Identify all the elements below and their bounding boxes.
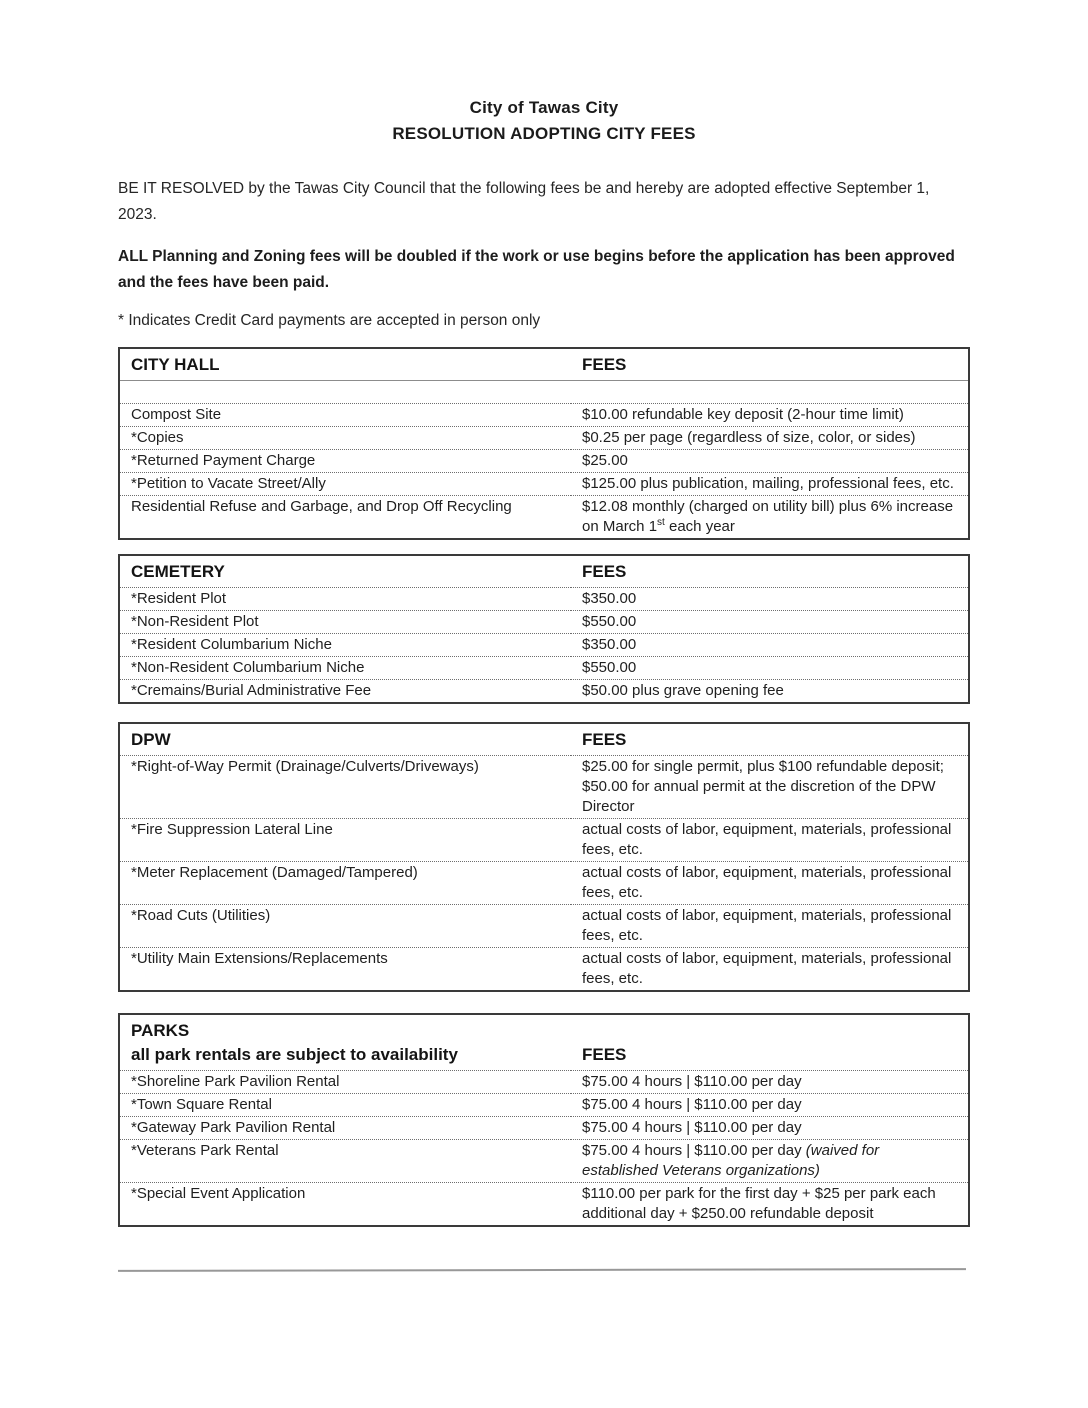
italic-text: (waived for established Veterans organizations) <box>582 1142 880 1179</box>
fee-row <box>119 496 969 540</box>
fee-row <box>119 680 969 704</box>
fees-column-header: FEES <box>571 348 969 381</box>
fee-amount: $550.00 <box>571 611 969 634</box>
fee-item-label: *Utility Main Extensions/Replacements <box>119 948 571 992</box>
fee-row <box>119 588 969 611</box>
fee-row <box>119 611 969 634</box>
spacer-row <box>119 381 969 404</box>
doubled-notice-paragraph: ALL Planning and Zoning fees will be doubled if the work or use begins before the application has been approved and the fees have been paid. <box>118 248 955 291</box>
fee-amount: $75.00 4 hours | $110.00 per day <box>571 1094 969 1117</box>
fee-item-label: *Cremains/Burial Administrative Fee <box>119 680 571 704</box>
fee-amount: $25.00 <box>571 450 969 473</box>
fee-item-label: *Returned Payment Charge <box>119 450 571 473</box>
document-title <box>118 95 970 147</box>
spacer-cell <box>119 381 969 404</box>
fee-row <box>119 450 969 473</box>
fee-row <box>119 634 969 657</box>
fees-column-header: FEES <box>582 730 627 749</box>
fee-tables <box>118 347 970 1227</box>
fee-item-label: Compost Site <box>119 404 571 427</box>
fee-item-label: *Gateway Park Pavilion Rental <box>119 1117 571 1140</box>
fee-amount <box>571 1140 969 1183</box>
section-title-city-hall <box>119 348 571 381</box>
fee-amount: $125.00 plus publication, mailing, professional fees, etc. <box>571 473 969 496</box>
resolved-paragraph: BE IT RESOLVED by the Tawas City Council that the following fees be and hereby are adopted effective September 1, 2023. <box>118 180 930 223</box>
fee-item-label: *Resident Columbarium Niche <box>119 634 571 657</box>
fee-row <box>119 404 969 427</box>
section-header-row <box>119 348 969 381</box>
fees-column-header: FEES <box>582 562 627 581</box>
fee-row <box>119 905 969 948</box>
title-line-1: City of Tawas City <box>469 98 619 117</box>
section-title-dpw <box>119 723 571 756</box>
section-header-row <box>119 555 969 588</box>
fee-item-label: *Non-Resident Columbarium Niche <box>119 657 571 680</box>
fee-table-parks <box>118 1013 970 1227</box>
fee-amount: $75.00 4 hours | $110.00 per day <box>571 1117 969 1140</box>
section-header-row <box>119 723 969 756</box>
fee-amount: actual costs of labor, equipment, materials, professional fees, etc. <box>571 948 969 992</box>
fee-amount: actual costs of labor, equipment, materials, professional fees, etc. <box>571 862 969 905</box>
credit-card-note: * Indicates Credit Card payments are accepted in person only <box>118 312 541 329</box>
fees-column-header: FEES <box>582 1045 627 1064</box>
fee-row <box>119 862 969 905</box>
fee-item-label: *Copies <box>119 427 571 450</box>
fee-row <box>119 1117 969 1140</box>
fee-text: $75.00 4 hours | $110.00 per day <box>582 1142 806 1159</box>
fee-amount: $0.25 per page (regardless of size, color, or sides) <box>571 427 969 450</box>
fee-text: each year <box>664 518 735 535</box>
section-title-text: DPW <box>131 730 171 749</box>
fee-table-cemetery <box>118 554 970 704</box>
section-title-cemetery <box>119 555 571 588</box>
fee-amount: $10.00 refundable key deposit (2-hour time limit) <box>571 404 969 427</box>
fee-amount: $50.00 plus grave opening fee <box>571 680 969 704</box>
fee-amount: $25.00 for single permit, plus $100 refundable deposit; $50.00 for annual permit at the discretion of the DPW Director <box>571 756 969 819</box>
fee-row <box>119 657 969 680</box>
fee-amount: $350.00 <box>571 588 969 611</box>
fee-item-label: *Meter Replacement (Damaged/Tampered) <box>119 862 571 905</box>
fee-item-label: *Petition to Vacate Street/Ally <box>119 473 571 496</box>
fee-row <box>119 819 969 862</box>
fee-item-label: *Resident Plot <box>119 588 571 611</box>
fee-item-label: *Shoreline Park Pavilion Rental <box>119 1071 571 1094</box>
fee-amount <box>571 496 969 540</box>
fee-amount: $75.00 4 hours | $110.00 per day <box>571 1071 969 1094</box>
footer-rule <box>118 1268 966 1272</box>
fee-amount: $550.00 <box>571 657 969 680</box>
fee-item-label: Residential Refuse and Garbage, and Drop Off Recycling <box>119 496 571 540</box>
fee-row <box>119 473 969 496</box>
fee-row <box>119 1140 969 1183</box>
fee-row <box>119 427 969 450</box>
fee-text: $12.08 monthly (charged on utility bill) plus 6% increase on March 1 <box>582 498 954 535</box>
section-subtitle-text: all park rentals are subject to availability <box>131 1045 458 1064</box>
section-title-text: CEMETERY <box>131 562 225 581</box>
fee-row <box>119 1094 969 1117</box>
fee-amount: actual costs of labor, equipment, materials, professional fees, etc. <box>571 819 969 862</box>
fee-table-dpw <box>118 722 970 992</box>
fee-row <box>119 756 969 819</box>
section-title-text: CITY HALL <box>131 355 220 374</box>
fee-item-label: *Road Cuts (Utilities) <box>119 905 571 948</box>
section-header-row <box>119 1014 969 1071</box>
fee-amount: $110.00 per park for the first day + $25 per park each additional day + $250.00 refundable deposit <box>571 1183 969 1227</box>
superscript-text: st <box>657 517 665 528</box>
fee-table-city-hall <box>118 347 970 540</box>
fee-item-label: *Town Square Rental <box>119 1094 571 1117</box>
fee-item-label: *Right-of-Way Permit (Drainage/Culverts/Driveways) <box>119 756 571 819</box>
fee-amount: $350.00 <box>571 634 969 657</box>
fee-item-label: *Special Event Application <box>119 1183 571 1227</box>
fee-row <box>119 1071 969 1094</box>
fee-item-label: *Veterans Park Rental <box>119 1140 571 1183</box>
section-title-text: PARKS <box>131 1021 190 1040</box>
fee-item-label: *Non-Resident Plot <box>119 611 571 634</box>
fee-amount: actual costs of labor, equipment, materials, professional fees, etc. <box>571 905 969 948</box>
fee-item-label: *Fire Suppression Lateral Line <box>119 819 571 862</box>
fee-row <box>119 1183 969 1227</box>
fee-row <box>119 948 969 992</box>
section-title-parks <box>119 1014 571 1071</box>
title-line-2: RESOLUTION ADOPTING CITY FEES <box>392 124 696 143</box>
